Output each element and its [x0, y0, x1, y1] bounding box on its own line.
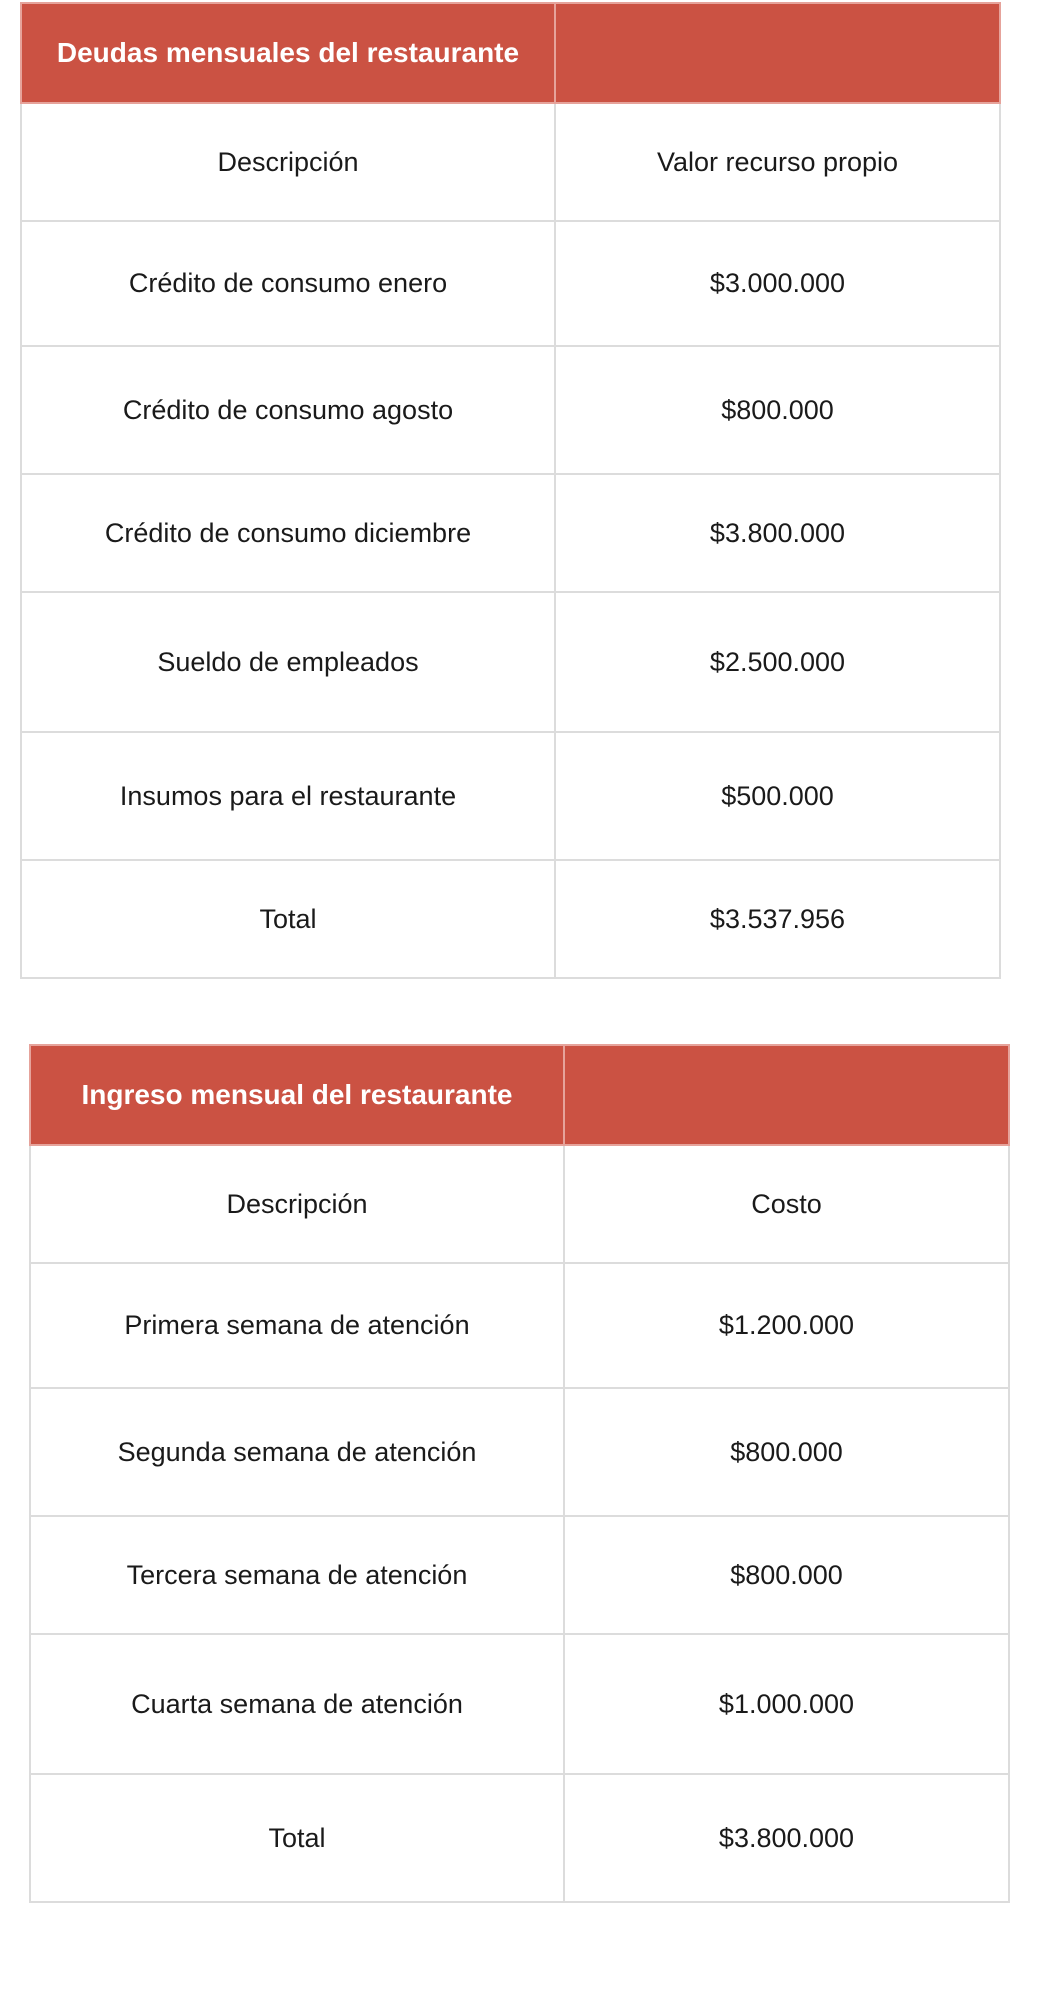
debts-title: Deudas mensuales del restaurante	[21, 3, 555, 103]
table-row	[21, 221, 1000, 346]
income-header-description: Descripción	[30, 1145, 564, 1263]
table-row	[30, 1516, 1009, 1634]
row-value: $800.000	[564, 1388, 1009, 1516]
total-row	[30, 1774, 1009, 1902]
row-description: Crédito de consumo diciembre	[21, 474, 555, 592]
row-description: Segunda semana de atención	[30, 1388, 564, 1516]
total-value: $3.537.956	[555, 860, 1000, 978]
income-title-right	[564, 1045, 1009, 1145]
row-value: $1.000.000	[564, 1634, 1009, 1774]
debts-header-value: Valor recurso propio	[555, 103, 1000, 221]
row-value: $3.000.000	[555, 221, 1000, 346]
income-title: Ingreso mensual del restaurante	[30, 1045, 564, 1145]
table-row	[21, 592, 1000, 732]
debts-title-right	[555, 3, 1000, 103]
table-row	[21, 474, 1000, 592]
table-row	[30, 1634, 1009, 1774]
income-table	[29, 1044, 1010, 1903]
row-value: $2.500.000	[555, 592, 1000, 732]
table-row	[30, 1263, 1009, 1388]
row-description: Primera semana de atención	[30, 1263, 564, 1388]
total-row	[21, 860, 1000, 978]
row-description: Cuarta semana de atención	[30, 1634, 564, 1774]
total-value: $3.800.000	[564, 1774, 1009, 1902]
income-header-row	[30, 1145, 1009, 1263]
table-row	[30, 1388, 1009, 1516]
table-row	[21, 732, 1000, 860]
debts-header-description: Descripción	[21, 103, 555, 221]
income-header-cost: Costo	[564, 1145, 1009, 1263]
row-value: $500.000	[555, 732, 1000, 860]
row-description: Crédito de consumo enero	[21, 221, 555, 346]
total-label: Total	[21, 860, 555, 978]
row-value: $800.000	[555, 346, 1000, 474]
row-description: Crédito de consumo agosto	[21, 346, 555, 474]
debts-title-row	[21, 3, 1000, 103]
total-label: Total	[30, 1774, 564, 1902]
debts-table	[20, 2, 1001, 979]
row-value: $1.200.000	[564, 1263, 1009, 1388]
debts-header-row	[21, 103, 1000, 221]
row-value: $800.000	[564, 1516, 1009, 1634]
row-description: Tercera semana de atención	[30, 1516, 564, 1634]
income-title-row	[30, 1045, 1009, 1145]
row-description: Insumos para el restaurante	[21, 732, 555, 860]
table-row	[21, 346, 1000, 474]
row-description: Sueldo de empleados	[21, 592, 555, 732]
row-value: $3.800.000	[555, 474, 1000, 592]
